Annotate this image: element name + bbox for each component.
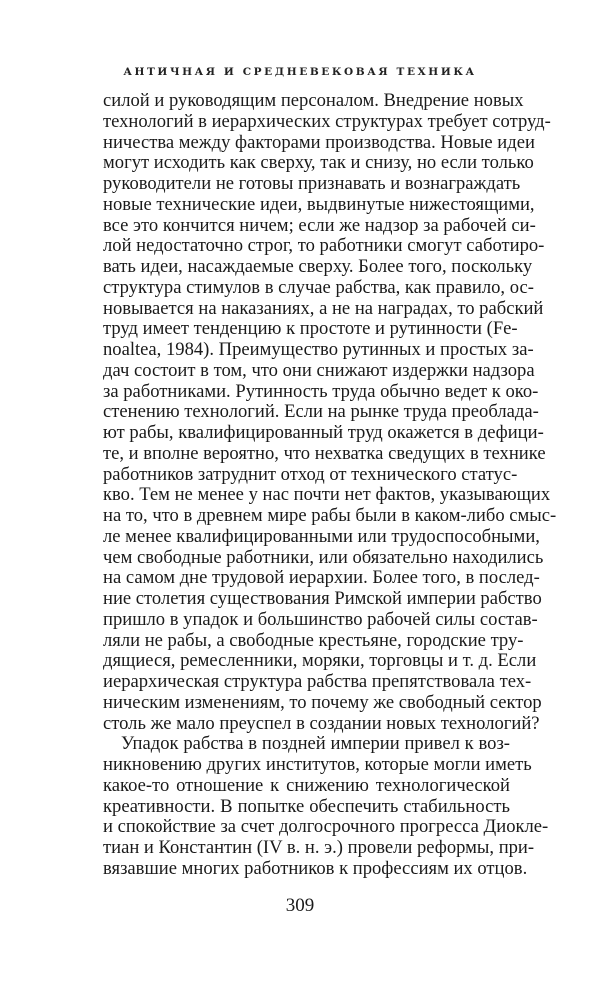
body-text [103, 90, 557, 880]
text-line: на то, что в древнем мире рабы были в каком-либо смыс- [103, 505, 557, 526]
text-line: силой и руководящим персоналом. Внедрение новых [103, 90, 524, 111]
text-line: Упадок рабства в поздней империи привел к воз- [121, 733, 510, 755]
page-number: 309 [285, 895, 315, 916]
text-line: дящиеся, ремесленники, моряки, торговцы и т. д. Если [103, 650, 537, 672]
text-line: креативности. В попытке обеспечить стабильность [103, 795, 510, 817]
text-line: вязавшие многих работников к профессиям их отцов. [103, 857, 528, 879]
text-line: структура стимулов в случае рабства, как правило, ос- [103, 276, 534, 298]
text-line: технологий в иерархических структурах требует сотруд- [103, 110, 551, 132]
text-line: кво. Тем не менее у нас почти нет фактов, указывающих [103, 484, 551, 506]
text-line: дач состоит в том, что они снижают издержки надзора [103, 359, 535, 381]
text-line: никновению других институтов, которые могли иметь [103, 754, 532, 775]
text-line: могут исходить как сверху, так и снизу, но если только [103, 152, 534, 174]
text-line: ют рабы, квалифицированный труд окажется в дефици- [103, 422, 544, 443]
text-line: стенению технологий. Если на рынке труда преоблада- [103, 401, 539, 423]
paragraph [103, 90, 557, 734]
text-line: ле менее квалифицированными или трудоспособными, [103, 525, 540, 547]
text-line: лой недостаточно строг, то работники смогут саботиро- [103, 235, 545, 257]
text-line: ляли не рабы, а свободные крестьяне, городские тру- [103, 629, 524, 651]
text-line: ничества между факторами производства. Новые идеи [103, 131, 535, 153]
text-line: иерархическая структура рабства препятствовала тех- [103, 671, 532, 692]
text-line: noaltea, 1984). Преимущество рутинных и простых за- [103, 339, 534, 360]
text-line: новывается на наказаниях, а не на наградах, то рабский [103, 297, 544, 319]
text-line: и спокойствие за счет долгосрочного прогресса Диокле- [103, 816, 549, 838]
text-line: те, и вполне вероятно, что нехватка сведущих в технике [103, 442, 546, 464]
text-line: на самом дне трудовой иерархии. Более того, в послед- [103, 567, 540, 589]
text-line: ние столетия существования Римской империи рабство [103, 588, 542, 609]
text-line: пришло в упадок и большинство рабочей силы состав- [103, 608, 538, 630]
text-line: все это кончится ничем; если же надзор за рабочей си- [103, 214, 536, 236]
text-line: руководители не готовы признавать и вознаграждать [103, 173, 521, 194]
text-line: вать идеи, насаждаемые сверху. Более того, поскольку [103, 256, 533, 277]
text-line: ническим изменениям, то почему же свободный сектор [103, 691, 542, 713]
text-line: за работниками. Рутинность труда обычно ведет к око- [103, 380, 539, 402]
paragraph [103, 733, 549, 879]
text-line: чем свободные работники, или обязательно находились [103, 546, 544, 568]
text-line: столь же мало преуспел в создании новых технологий? [103, 712, 540, 734]
running-head: АНТИЧНАЯ И СРЕДНЕВЕКОВАЯ ТЕХНИКА [123, 66, 477, 78]
text-line: труд имеет тенденцию к простоте и рутинности (Fe- [103, 318, 518, 340]
text-line: какое-то отношение к снижению технологической [103, 774, 510, 796]
text-line: новые технические идеи, выдвинутые нижестоящими, [103, 193, 535, 215]
text-line: работников затруднит отход от технического статус- [103, 463, 518, 485]
text-line: тиан и Константин (IV в. н. э.) провели реформы, при- [103, 837, 535, 858]
